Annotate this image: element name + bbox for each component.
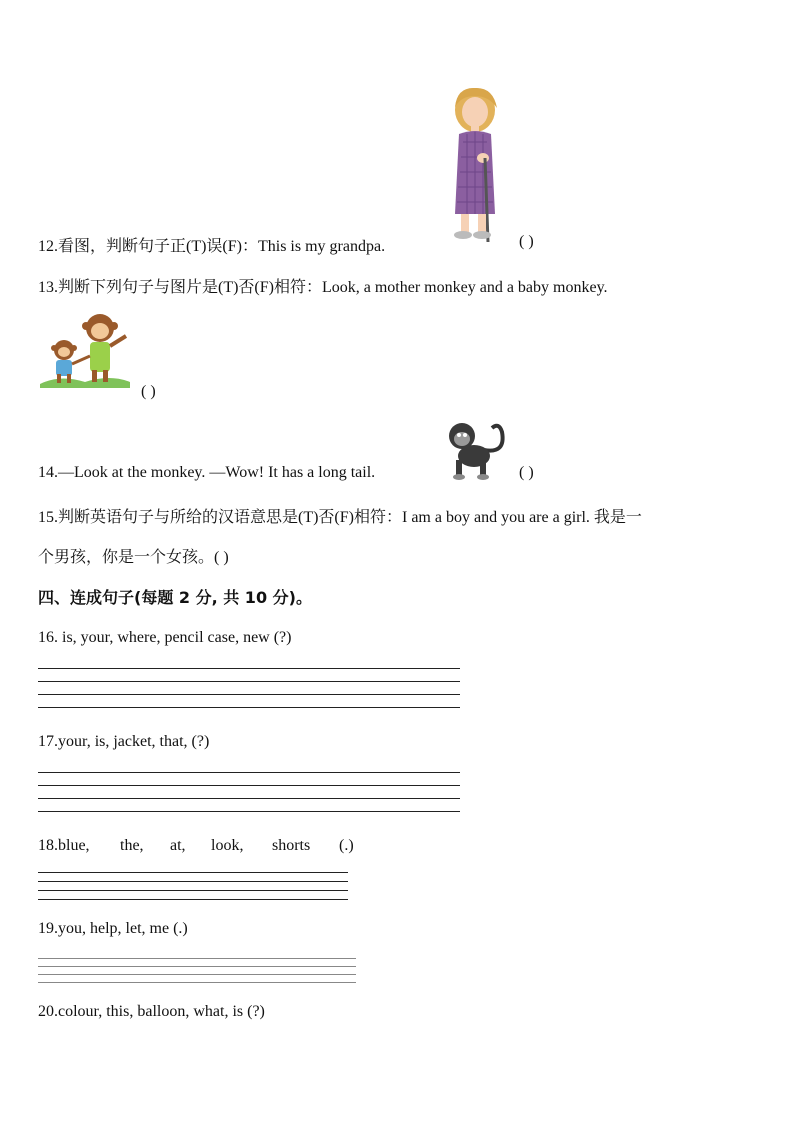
- answer-blank-12[interactable]: ( ): [519, 233, 534, 250]
- word-1: 18.blue,: [38, 837, 90, 854]
- word-2: the,: [120, 837, 144, 854]
- monkeys-illustration: [40, 312, 130, 392]
- word-6: (.): [339, 837, 354, 854]
- question-19: 19.you, help, let, me (.): [38, 920, 188, 937]
- monkey-illustration: [444, 420, 508, 480]
- question-17: 17.your, is, jacket, that, (?): [38, 733, 210, 750]
- answer-blank-13[interactable]: ( ): [141, 383, 156, 400]
- word-4: look,: [211, 837, 244, 854]
- question-15-line2[interactable]: 个男孩，你是一个女孩。( ): [38, 549, 229, 566]
- question-20: 20.colour, this, balloon, what, is (?): [38, 1003, 265, 1020]
- question-14: 14.—Look at the monkey. —Wow! It has a long tail.: [38, 464, 376, 481]
- word-3: at,: [170, 837, 186, 854]
- question-15-line1: 15.判断英语句子与所给的汉语意思是(T)否(F)相符：I am a boy and you are a girl. 我是一: [38, 509, 642, 526]
- word-5: shorts: [272, 837, 311, 854]
- answer-blank-14[interactable]: ( ): [519, 464, 534, 481]
- question-16: 16. is, your, where, pencil case, new (?): [38, 629, 292, 646]
- section-4-title: 四、连成句子(每题 2 分, 共 10 分)。: [38, 588, 312, 607]
- question-13: 13.判断下列句子与图片是(T)否(F)相符：Look, a mother monkey and a baby monkey.: [38, 279, 608, 296]
- question-18: [38, 837, 354, 855]
- question-12: 12.看图，判断句子正(T)误(F)：This is my grandpa.: [38, 238, 386, 255]
- grandma-illustration: [445, 82, 515, 252]
